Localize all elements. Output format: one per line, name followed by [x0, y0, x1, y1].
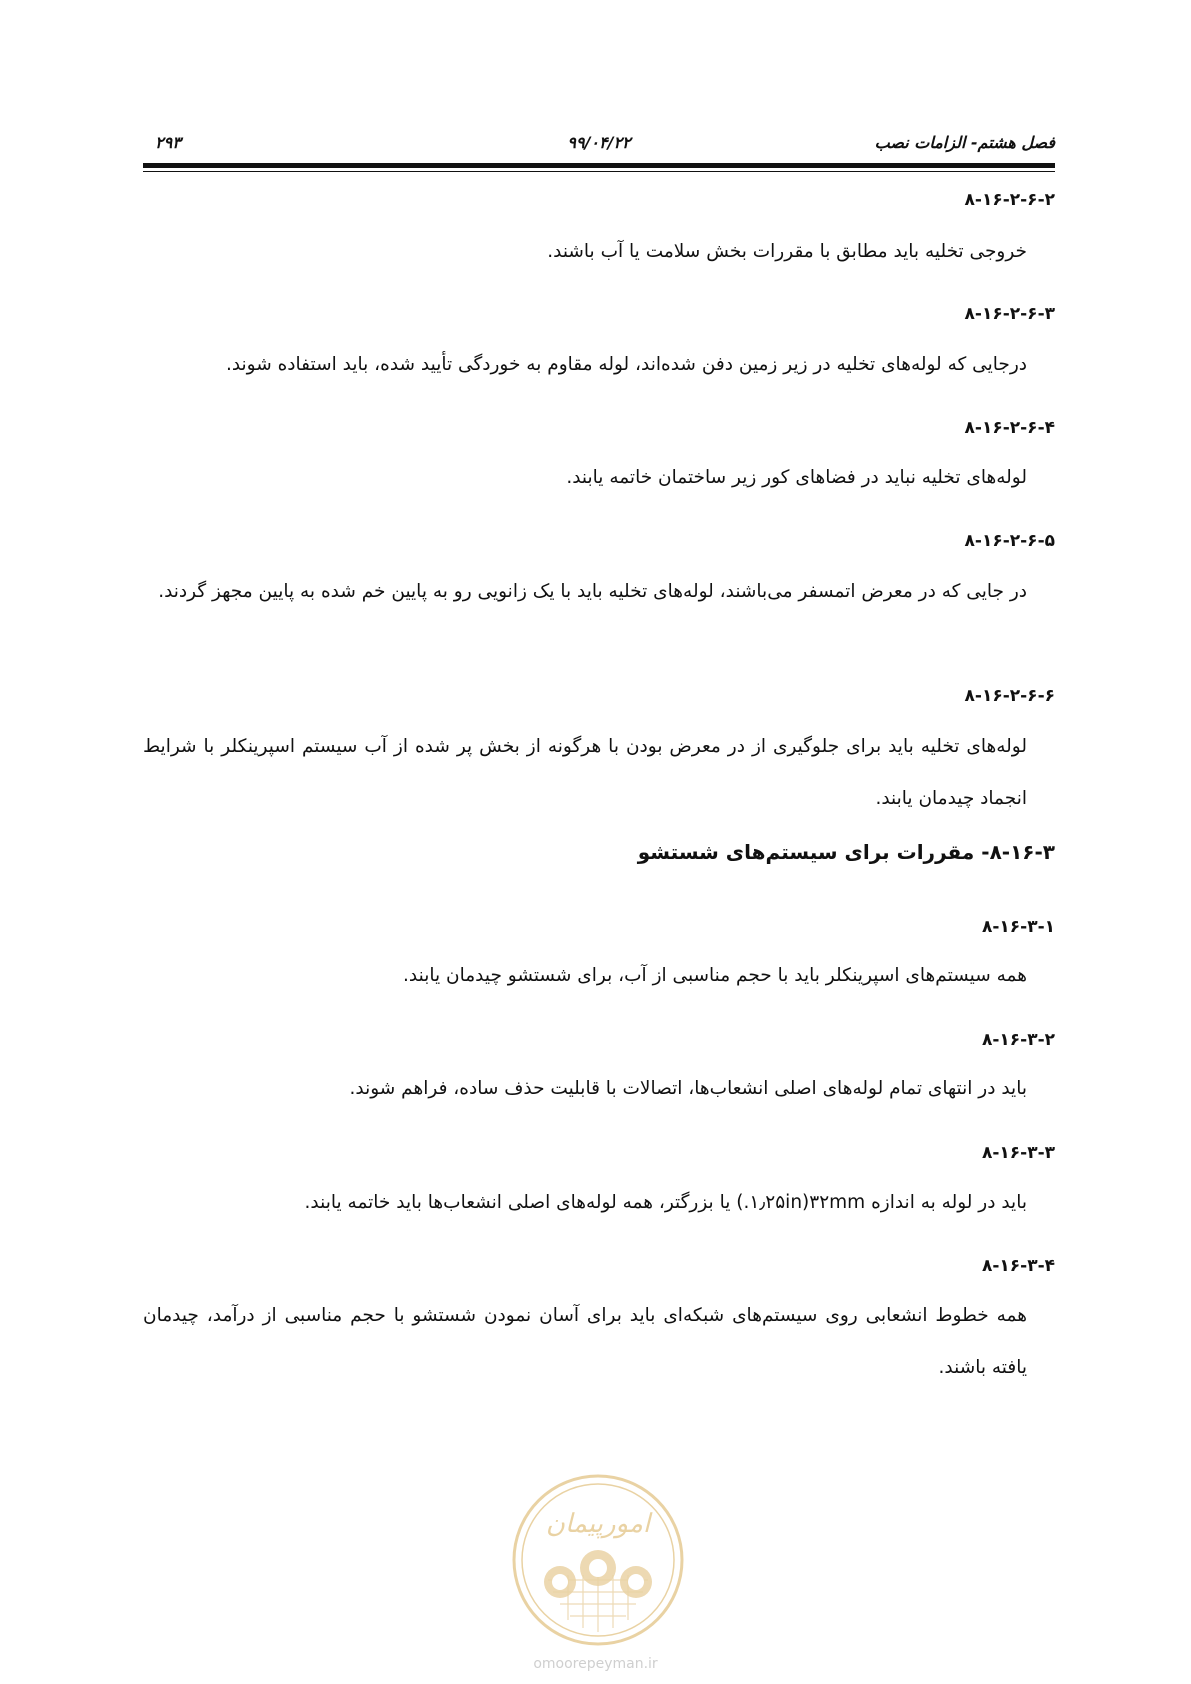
clause-text: همه خطوط انشعابی روی سیستم‌های شبکه‌ای باید برای آسان نمودن شستشو با حجم مناسبی از درآمد، چیدمان یافته باشند. [143, 1305, 1027, 1378]
header-date: ۹۹/۰۴/۲۲ [567, 133, 631, 152]
watermark-url: omoorepeyman.ir [533, 1656, 658, 1672]
chapter-title: فصل هشتم- الزامات نصب [874, 133, 1055, 152]
clause-number: ۸-۱۶-۲-۶-۵ [964, 531, 1055, 551]
clause-number: ۸-۱۶-۲-۶-۲ [964, 190, 1055, 210]
header-rule-thick [143, 163, 1055, 168]
clause-number: ۸-۱۶-۳-۳ [981, 1143, 1055, 1163]
clause-text: باید در انتهای تمام لوله‌های اصلی انشعاب‌ها، اتصالات با قابلیت حذف ساده، فراهم شوند. [349, 1078, 1027, 1099]
section-heading: ۸-۱۶-۳- مقررات برای سیستم‌های شستشو [637, 840, 1055, 864]
clause-text: لوله‌های تخلیه باید برای جلوگیری از در معرض بودن با هرگونه از بخش پر شده از آب سیستم اسپرینکلر با شرایط انجماد چیدمان یابند. [143, 736, 1027, 809]
watermark-logo [508, 1470, 688, 1650]
clause-text: همه سیستم‌های اسپرینکلر باید با حجم مناسبی از آب، برای شستشو چیدمان یابند. [403, 965, 1027, 986]
clause-number: ۸-۱۶-۲-۶-۳ [964, 304, 1055, 324]
clause-number: ۸-۱۶-۲-۶-۴ [964, 418, 1055, 438]
clause-text: لوله‌های تخلیه نباید در فضاهای کور زیر ساختمان خاتمه یابند. [566, 467, 1027, 488]
clause-text: خروجی تخلیه باید مطابق با مقررات بخش سلامت یا آب باشند. [547, 241, 1027, 262]
clause-text: باید در لوله به اندازه ۳۲mm(۱٫۲۵in.) یا بزرگتر، همه لوله‌های اصلی انشعاب‌ها باید خاتمه یابند. [304, 1192, 1027, 1213]
page-number: ۲۹۳ [155, 133, 181, 152]
clause-number: ۸-۱۶-۳-۱ [981, 917, 1055, 937]
clause-text: در جایی که در معرض اتمسفر می‌باشند، لوله‌های تخلیه باید با یک زانویی رو به پایین خم شده به پایین مجهز گردند. [158, 581, 1027, 602]
page-header [143, 133, 1055, 157]
watermark-logo-text: امورپیمان [545, 1509, 651, 1539]
clause-number: ۸-۱۶-۳-۲ [981, 1030, 1055, 1050]
clause-number: ۸-۱۶-۳-۴ [981, 1256, 1055, 1276]
header-rule-thin [143, 171, 1055, 172]
clause-text: درجایی که لوله‌های تخلیه در زیر زمین دفن شده‌اند، لوله مقاوم به خوردگی تأیید شده، باید استفاده شوند. [225, 354, 1027, 375]
clause-number: ۸-۱۶-۲-۶-۶ [964, 686, 1055, 706]
